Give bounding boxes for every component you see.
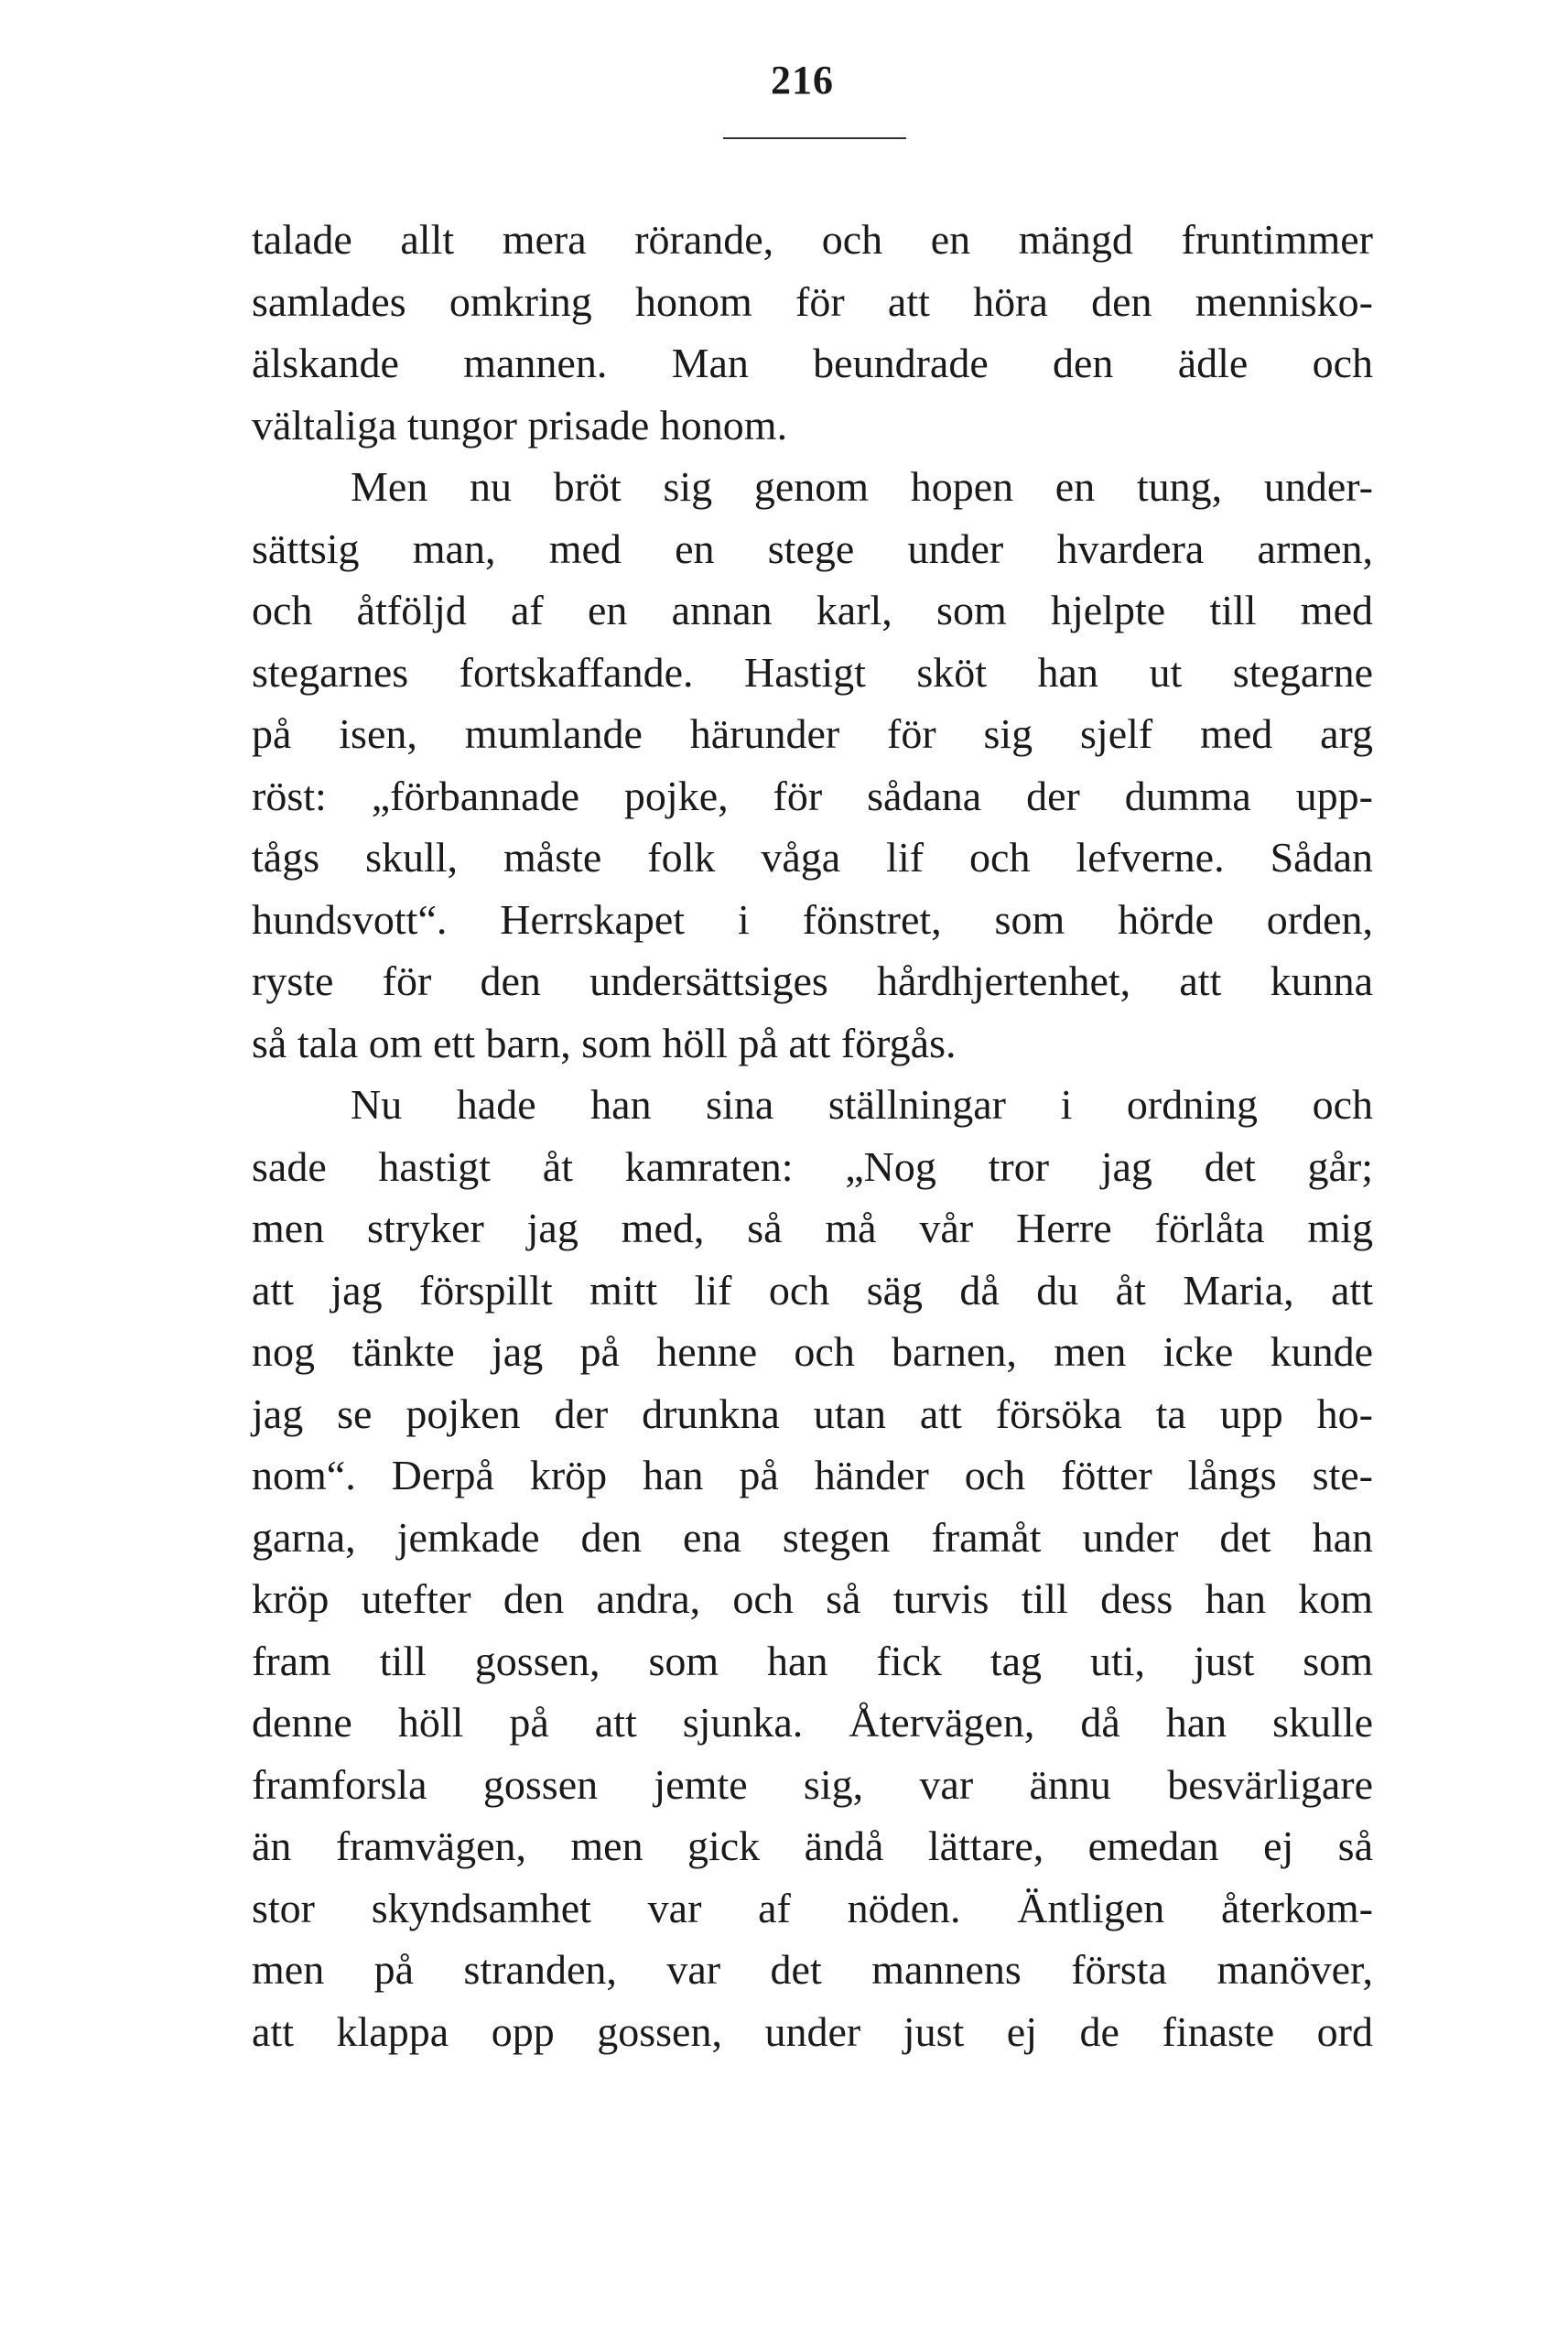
text-line: på isen, mumlande härunder för sig sjelf med arg [252,710,1373,757]
text-line: nog tänkte jag på henne och barnen, men icke kunde [252,1328,1373,1375]
text-line: och åtföljd af en annan karl, som hjelpte till med [252,587,1373,633]
text-line: älskande mannen. Man beundrade den ädle och [252,340,1373,386]
text-line: samlades omkring honom för att höra den mennisko- [252,277,1373,325]
text-line: garna, jemkade den ena stegen framåt under det han [252,1513,1373,1561]
text-line: Nu hade han sina ställningar i ordning och [351,1081,1373,1128]
text-line: stegarnes fortskaffande. Hastigt sköt han ut stegarne [252,648,1373,696]
text-line: ryste för den undersättsiges hårdhjertenhet, att kunna [252,957,1373,1004]
text-line: kröp utefter den andra, och så turvis till dess han kom [252,1575,1373,1622]
text-line: sättsig man, med en stege under hvardera armen, [252,525,1373,572]
text-line: så tala om ett barn, som höll på att förgås. [252,1019,957,1066]
text-line: jag se pojken der drunkna utan att försöka ta upp ho- [252,1390,1373,1437]
body-text [252,209,1373,2062]
text-line: nom“. Derpå kröp han på händer och fötter långs ste- [252,1452,1373,1498]
text-line: fram till gossen, som han fick tag uti, just som [252,1637,1373,1684]
text-line: än framvägen, men gick ändå lättare, emedan ej så [252,1822,1373,1869]
text-line: men stryker jag med, så må vår Herre förlåta mig [252,1205,1373,1251]
text-line: att jag förspillt mitt lif och säg då du åt Maria, att [252,1266,1373,1314]
text-line: Men nu bröt sig genom hopen en tung, under- [351,463,1373,510]
text-line: denne höll på att sjunka. Återvägen, då han skulle [252,1699,1373,1746]
text-line: stor skyndsamhet var af nöden. Äntligen återkom- [252,1884,1373,1931]
text-line: hundsvott“. Herrskapet i fönstret, som hörde orden, [252,895,1373,943]
page-number: 216 [771,58,834,103]
text-line: röst: „förbannade pojke, för sådana der dumma upp- [252,772,1373,819]
text-line: talade allt mera rörande, och en mängd fruntimmer [252,216,1373,263]
text-line: tågs skull, måste folk våga lif och lefverne. Sådan [252,834,1373,881]
text-line: vältaliga tungor prisade honom. [252,401,788,449]
text-line: framforsla gossen jemte sig, var ännu besvärligare [252,1760,1373,1808]
text-line: att klappa opp gossen, under just ej de finaste ord [252,2007,1373,2055]
text-line: sade hastigt åt kamraten: „Nog tror jag det går; [252,1142,1373,1190]
text-line: men på stranden, var det mannens första manöver, [252,1946,1373,1993]
header-rule [723,137,906,139]
